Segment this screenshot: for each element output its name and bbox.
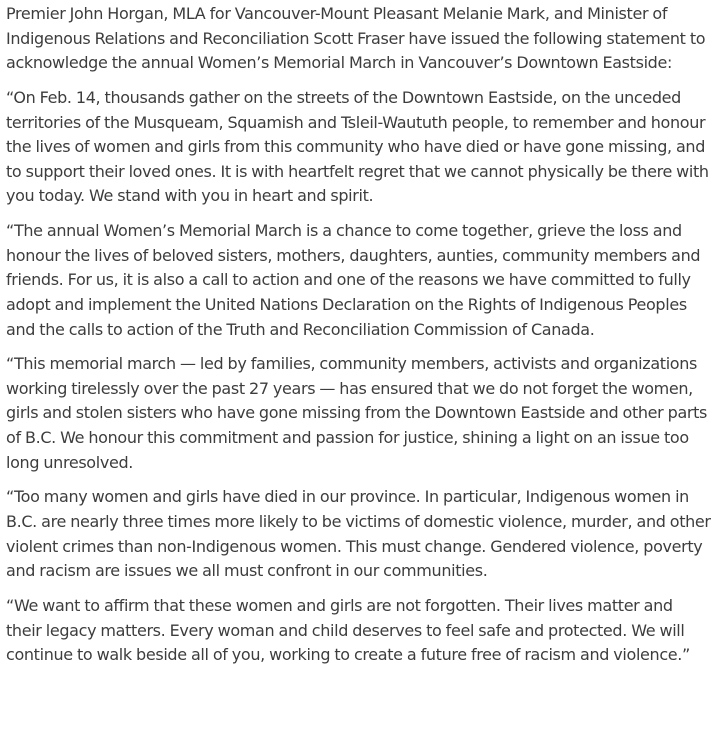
quote-paragraph-feb-14: “On Feb. 14, thousands gather on the streets of the Downtown Eastside, on the unceded territories of the Musqueam, Squamish and Tsleil-Waututh people, to remember and honour the lives of women and girls from this community who have died or have gone missing, and to support their loved ones. It is with heartfelt regret that we cannot physically be there with you today. We stand with you in heart and spirit. [6,87,709,206]
quote-paragraph-violence: “Too many women and girls have died in our province. In particular, Indigenous women in B.C. are nearly three times more likely to be victims of domestic violence, murder, and other violent crimes than non-Indigenous women. This must change. Gendered violence, poverty and racism are issues we all must confront in our communities. [6,487,711,581]
quote-paragraph-memorial-march: “The annual Women’s Memorial March is a chance to come together, grieve the loss and honour the lives of beloved sisters, mothers, daughters, aunties, community members and friends. For us, it is also a call to action and one of the reasons we have committed to fully adopt and implement the United Nations Declaration on the Rights of Indigenous Peoples and the calls to action of the Truth and Reconciliation Commission of Canada. [6,221,701,339]
quote-paragraph-affirm: “We want to affirm that these women and girls are not forgotten. Their lives matter and their legacy matters. Every woman and child deserves to feel safe and protected. We will continue to walk beside all of you, working to create a future free of racism and violence.” [6,596,690,665]
quote-paragraph-27-years: “This memorial march — led by families, community members, activists and organizations working tirelessly over the past 27 years — has ensured that we do not forget the women, girls and stolen sisters who have gone missing from the Downtown Eastside and other parts of B.C. We honour this commitment and passion for justice, shining a light on an issue too long unresolved. [6,354,708,472]
statement-body [6,2,712,678]
intro-paragraph: Premier John Horgan, MLA for Vancouver-Mount Pleasant Melanie Mark, and Minister of Indigenous Relations and Reconciliation Scott Fraser have issued the following statement to acknowledge the annual Women’s Memorial March in Vancouver’s Downtown Eastside: [6,4,706,73]
